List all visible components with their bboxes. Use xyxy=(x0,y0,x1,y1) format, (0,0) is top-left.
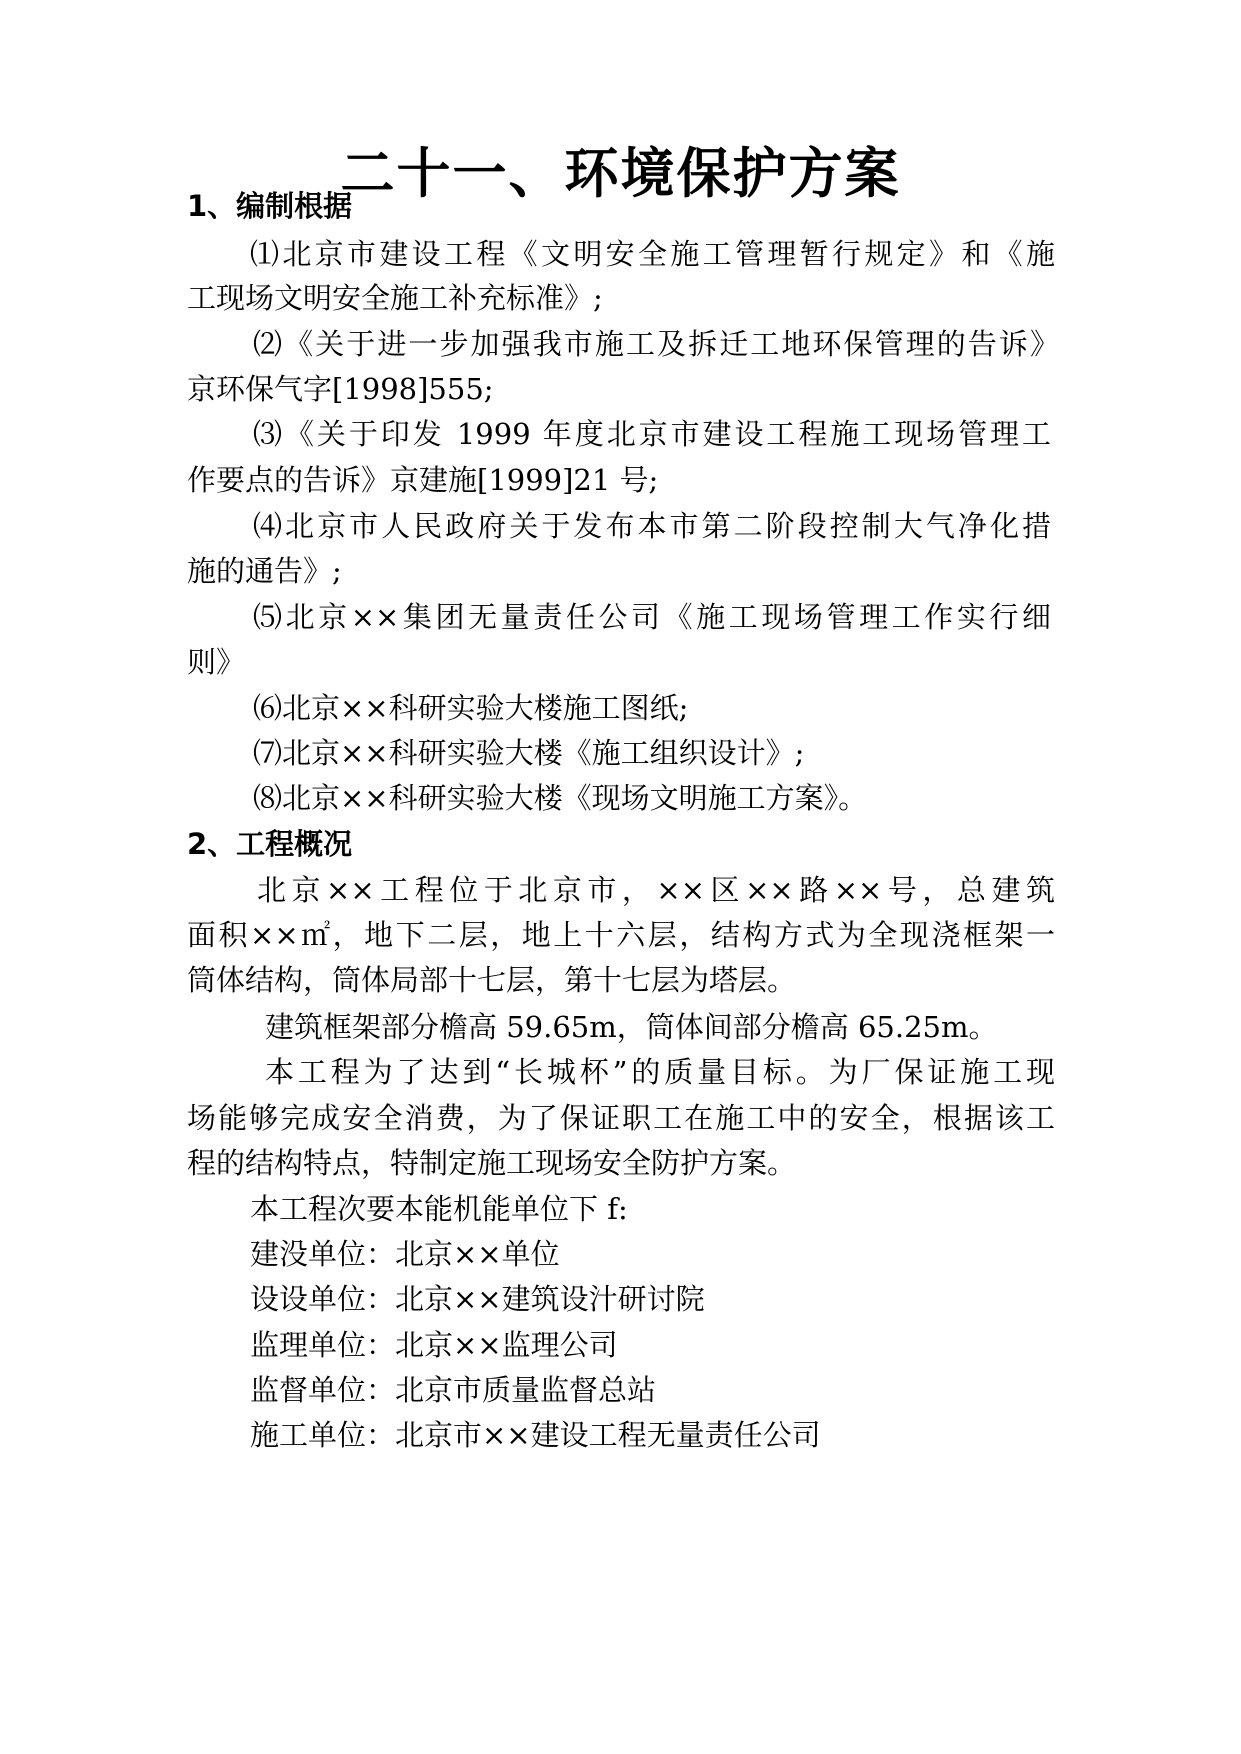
basis-item-3-line2: 作要点的告诉》京建施[1999]21 号; xyxy=(187,463,659,497)
basis-item-4-line1: ⑷北京市人民政府关于发布本市第二阶段控制大气净化措 xyxy=(253,509,1051,543)
basis-item-1-line2: 工现场文明安全施工补充标准》; xyxy=(187,281,603,315)
units-intro: 本工程次要本能机能单位下 f: xyxy=(250,1192,628,1226)
unit-line-design: 设设单位：北京××建筑设汁研讨院 xyxy=(250,1282,705,1316)
overview-para2: 建筑框架部分檐高 59.65m，筒体间部分檐高 65.25m。 xyxy=(265,1010,998,1044)
overview-para1-line3: 筒体结构，筒体局部十七层，第十七层为塔层。 xyxy=(187,963,797,997)
basis-item-4-line2: 施的通告》; xyxy=(187,554,342,588)
unit-line-construction: 建没单位：北京××单位 xyxy=(250,1237,560,1271)
overview-para3-line2: 场能够完成安全消费，为了保证职工在施工中的安全，根据该工 xyxy=(187,1101,1055,1135)
page-title: 二十一、环境保护方案 xyxy=(340,141,901,205)
basis-item-5-line2: 则》 xyxy=(187,645,246,679)
unit-line-contractor: 施工单位：北京市××建设工程无量责任公司 xyxy=(250,1418,821,1452)
section-heading-overview: 2、工程概况 xyxy=(187,827,353,861)
overview-para1-line1: 北京××工程位于北京市，××区××路××号，总建筑 xyxy=(257,873,1055,907)
basis-item-7: ⑺北京××科研实验大楼《施工组织设计》; xyxy=(253,736,805,770)
unit-line-quality-supervision: 监督单位：北京市质量监督总站 xyxy=(250,1373,657,1407)
section-heading-basis: 1、编制根据 xyxy=(187,189,353,223)
overview-para1-line2: 面积××㎡，地下二层，地上十六层，结构方式为全现浇框架一 xyxy=(187,918,1055,952)
basis-item-6: ⑹北京××科研实验大楼施工图纸; xyxy=(253,691,689,725)
basis-item-1-line1: ⑴北京市建设工程《文明安全施工管理暂行规定》和《施 xyxy=(250,237,1055,271)
unit-line-supervision: 监理单位：北京××监理公司 xyxy=(250,1328,618,1362)
basis-item-2-line1: ⑵《关于进一步加强我市施工及拆迁工地环保管理的告诉》 xyxy=(253,327,1059,361)
basis-item-3-line1: ⑶《关于印发 1999 年度北京市建设工程施工现场管理工 xyxy=(253,417,1051,451)
basis-item-5-line1: ⑸北京××集团无量责任公司《施工现场管理工作实行细 xyxy=(253,600,1051,634)
overview-para3-line3: 程的结构特点，特制定施工现场安全防护方案。 xyxy=(187,1146,797,1180)
overview-para3-line1: 本工程为了达到“长城杯”的质量目标。为厂保证施工现 xyxy=(265,1055,1055,1089)
basis-item-8: ⑻北京××科研实验大楼《现场文明施工方案》。 xyxy=(253,781,868,815)
basis-item-2-line2: 京环保气字[1998]555; xyxy=(187,372,494,406)
